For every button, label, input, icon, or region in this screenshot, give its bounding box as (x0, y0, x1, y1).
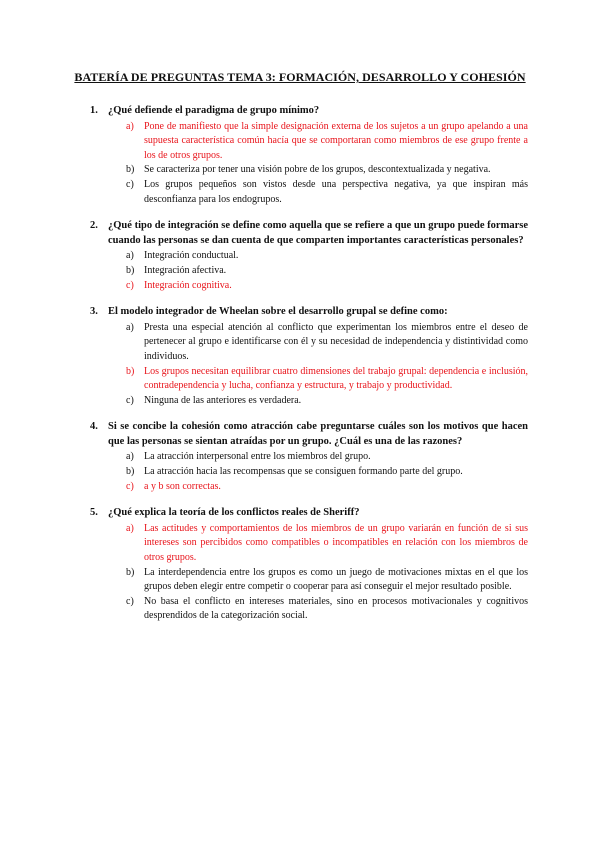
option-text: Se caracteriza por tener una visión pobre de los grupos, descontextualizada y negativa. (144, 164, 491, 176)
option-letter: c) (126, 279, 134, 291)
option-text: Los grupos pequeños son vistos desde una perspectiva negativa, ya que inspiran más desconfianza para los endogrupos. (144, 178, 528, 205)
answer-option (90, 465, 528, 480)
answer-option (90, 321, 528, 365)
answer-options (90, 321, 528, 409)
question-number: 5. (90, 507, 98, 519)
option-text: La interdependencia entre los grupos es como un juego de motivaciones mixtas en el que los grupos deben elegir entre competir o cooperar para así conseguir el mejor resultado posible. (144, 566, 528, 593)
option-text: Presta una especial atención al conflicto que experimentan los miembros entre el deseo de pertenecer al grupo e identificarse con él y su necesidad de independencia y distintividad como individuos. (144, 321, 528, 362)
option-letter: b) (126, 365, 135, 377)
option-letter: b) (126, 466, 135, 478)
question-stem (90, 420, 528, 449)
answer-option-correct (90, 480, 528, 495)
option-letter: b) (126, 566, 135, 578)
question-text: ¿Qué explica la teoría de los conflictos reales de Sheriff? (108, 507, 360, 519)
answer-option (90, 178, 528, 207)
answer-option-correct (90, 279, 528, 294)
question-stem (90, 219, 528, 248)
option-text: Los grupos necesitan equilibrar cuatro dimensiones del trabajo grupal: dependencia e inclusión, contradependencia y lucha, confianza y estructura, y trabajo y productividad. (144, 365, 528, 392)
option-text: Integración afectiva. (144, 264, 227, 276)
option-text: Las actitudes y comportamientos de los miembros de un grupo variarán en función de si sus intereses son percibidos como compatibles o incompatibles en relación con los miembros de otros grupos. (144, 522, 528, 564)
option-letter: c) (126, 394, 134, 406)
question-stem (90, 305, 528, 320)
answer-option (90, 595, 528, 624)
option-text: Ninguna de las anteriores es verdadera. (144, 394, 302, 406)
option-letter: c) (126, 178, 134, 190)
option-text: No basa el conflicto en intereses materiales, sino en procesos motivacionales y cognitivos desprendidos de la categorización social. (144, 595, 528, 622)
question-block (90, 506, 528, 624)
question-text: ¿Qué tipo de integración se define como aquella que se refiere a que un grupo puede formarse cuando las personas se dan cuenta de que comparten importantes características personales? (108, 220, 528, 246)
answer-option (90, 450, 528, 465)
question-number: 4. (90, 421, 98, 433)
option-letter: b) (126, 264, 135, 276)
answer-option-correct (90, 365, 528, 394)
answer-option (90, 249, 528, 264)
question-text: Si se concibe la cohesión como atracción cabe preguntarse cuáles son los motivos que hacen que las personas se sientan atraídas por un grupo. ¿Cuál es una de las razones? (108, 421, 528, 447)
option-letter: b) (126, 164, 135, 176)
answer-option (90, 394, 528, 409)
option-letter: c) (126, 595, 134, 607)
option-text: Integración conductual. (144, 250, 239, 262)
question-block (90, 420, 528, 494)
question-block (90, 305, 528, 408)
answer-options (90, 522, 528, 624)
answer-option-correct (90, 522, 528, 566)
question-number: 3. (90, 306, 98, 318)
document-title: BATERÍA DE PREGUNTAS TEMA 3: FORMACIÓN, DESARROLLO Y COHESIÓN (74, 70, 526, 84)
option-letter: c) (126, 480, 134, 492)
answer-options (90, 450, 528, 494)
question-block (90, 104, 528, 207)
question-text: ¿Qué defiende el paradigma de grupo mínimo? (108, 105, 320, 116)
option-text: Integración cognitiva. (144, 279, 232, 291)
option-text: La atracción hacia las recompensas que se consiguen formando parte del grupo. (144, 466, 463, 478)
answer-options (90, 120, 528, 208)
option-text: a y b son correctas. (144, 480, 221, 492)
option-letter: a) (126, 250, 134, 262)
question-text: El modelo integrador de Wheelan sobre el desarrollo grupal se define como: (108, 306, 448, 318)
answer-option (90, 566, 528, 595)
option-letter: a) (126, 120, 134, 132)
option-text: La atracción interpersonal entre los miembros del grupo. (144, 451, 371, 463)
question-list (90, 104, 528, 636)
option-letter: a) (126, 321, 134, 333)
option-text: Pone de manifiesto que la simple designación externa de los sujetos a un grupo apelando a una supuesta característica común hacía que se comportaran como miembros de ese grupo frente a los de otros grupos. (144, 120, 528, 161)
option-letter: a) (126, 451, 134, 463)
question-stem (90, 506, 528, 521)
question-number: 1. (90, 105, 98, 116)
question-block (90, 219, 528, 293)
answer-option (90, 163, 528, 178)
answer-options (90, 249, 528, 293)
question-stem (90, 104, 528, 119)
option-letter: a) (126, 522, 134, 534)
answer-option-correct (90, 120, 528, 164)
question-number: 2. (90, 220, 98, 232)
answer-option (90, 264, 528, 279)
